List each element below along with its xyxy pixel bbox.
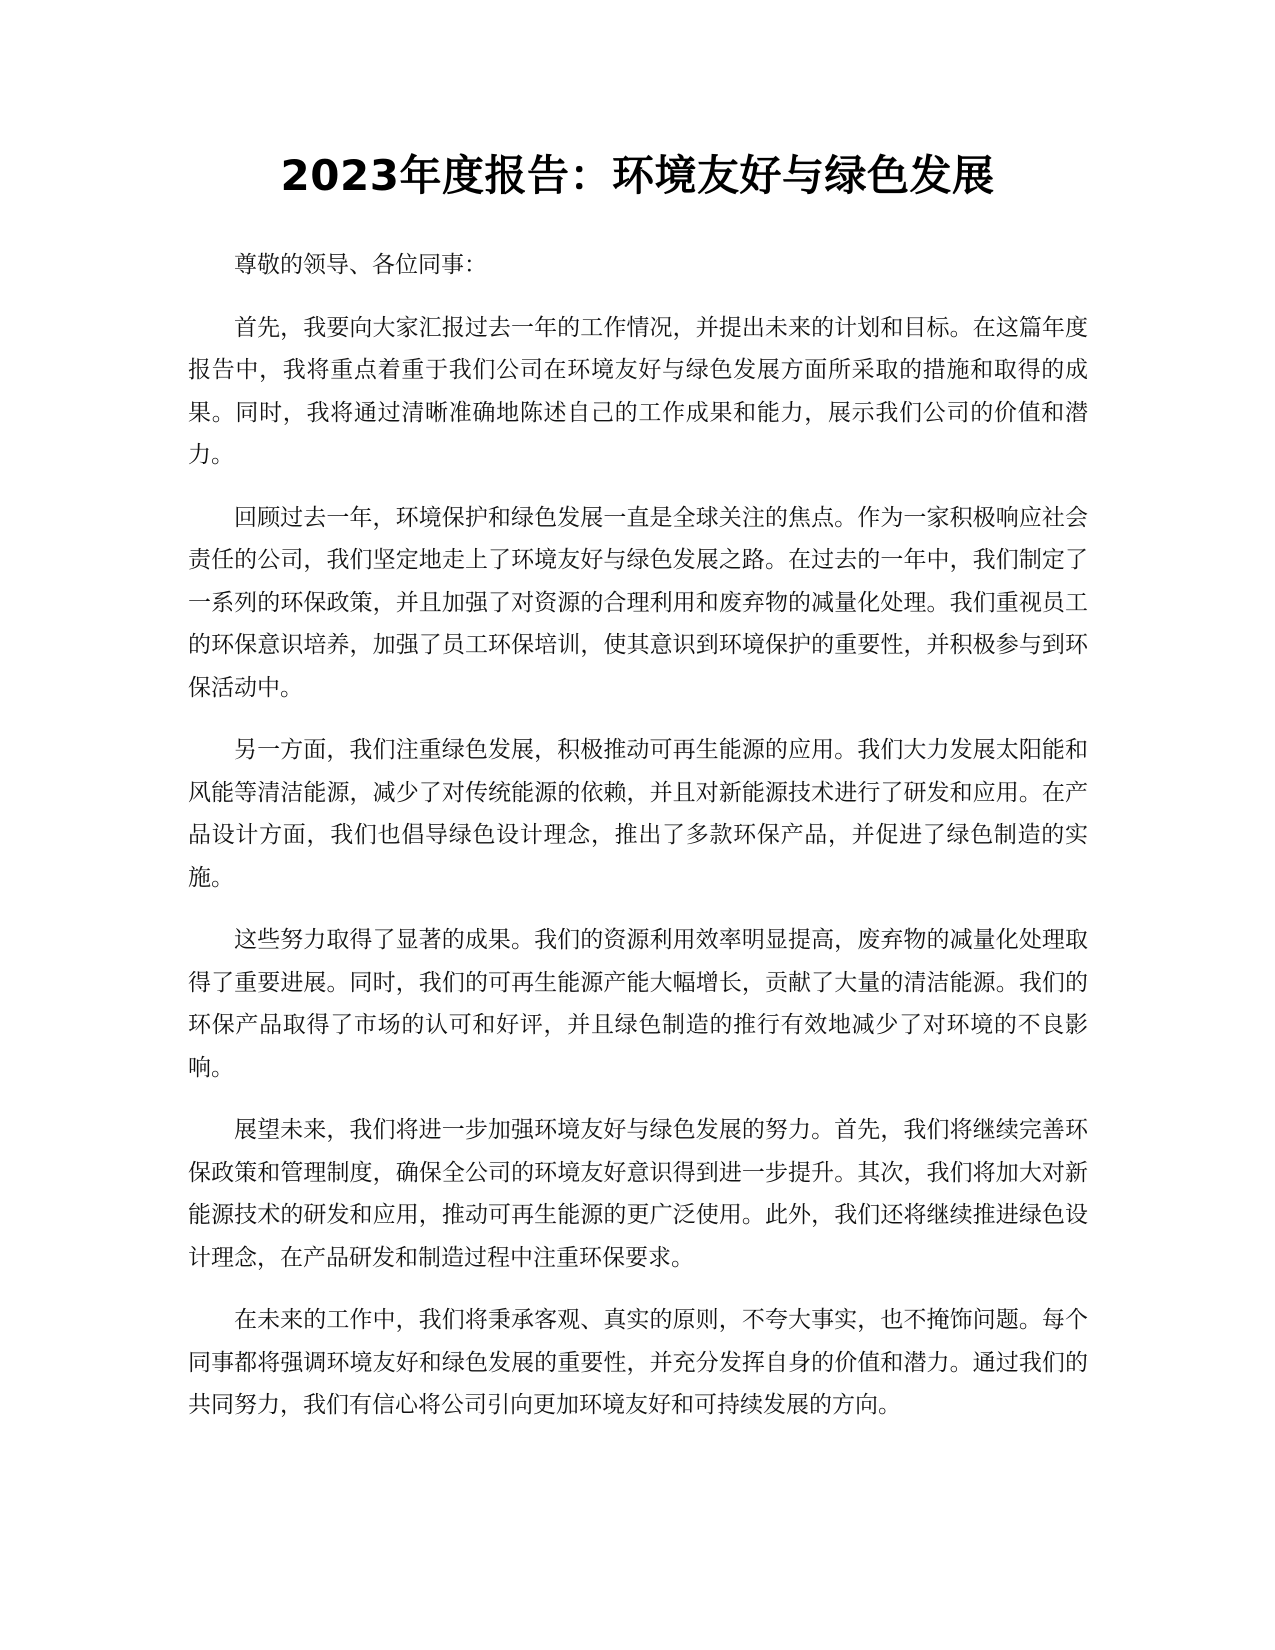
document-body [188,244,1088,1447]
body-paragraph: 另一方面，我们注重绿色发展，积极推动可再生能源的应用。我们大力发展太阳能和风能等清洁能源，减少了对传统能源的依赖，并且对新能源技术进行了研发和应用。在产品设计方面，我们也倡导绿色设计理念，推出了多款环保产品，并促进了绿色制造的实施。 [188,737,1088,891]
body-paragraph: 回顾过去一年，环境保护和绿色发展一直是全球关注的焦点。作为一家积极响应社会责任的公司，我们坚定地走上了环境友好与绿色发展之路。在过去的一年中，我们制定了一系列的环保政策，并且加强了对资源的合理利用和废弃物的减量化处理。我们重视员工的环保意识培养，加强了员工环保培训，使其意识到环境保护的重要性，并积极参与到环保活动中。 [188,504,1088,701]
body-paragraph: 在未来的工作中，我们将秉承客观、真实的原则，不夸大事实，也不掩饰问题。每个同事都将强调环境友好和绿色发展的重要性，并充分发挥自身的价值和潜力。通过我们的共同努力，我们有信心将公司引向更加环境友好和可持续发展的方向。 [188,1307,1088,1418]
body-paragraph: 这些努力取得了显著的成果。我们的资源利用效率明显提高，废弃物的减量化处理取得了重要进展。同时，我们的可再生能源产能大幅增长，贡献了大量的清洁能源。我们的环保产品取得了市场的认可和好评，并且绿色制造的推行有效地减少了对环境的不良影响。 [188,927,1088,1081]
greeting-paragraph: 尊敬的领导、各位同事： [234,252,487,278]
body-paragraph: 展望未来，我们将进一步加强环境友好与绿色发展的努力。首先，我们将继续完善环保政策和管理制度，确保全公司的环境友好意识得到进一步提升。其次，我们将加大对新能源技术的研发和应用，推动可再生能源的更广泛使用。此外，我们还将继续推进绿色设计理念，在产品研发和制造过程中注重环保要求。 [188,1117,1088,1271]
body-paragraph: 首先，我要向大家汇报过去一年的工作情况，并提出未来的计划和目标。在这篇年度报告中，我将重点着重于我们公司在环境友好与绿色发展方面所采取的措施和取得的成果。同时，我将通过清晰准确地陈述自己的工作成果和能力，展示我们公司的价值和潜力。 [188,314,1088,468]
document-title: 2023年度报告：环境友好与绿色发展 [280,151,995,200]
